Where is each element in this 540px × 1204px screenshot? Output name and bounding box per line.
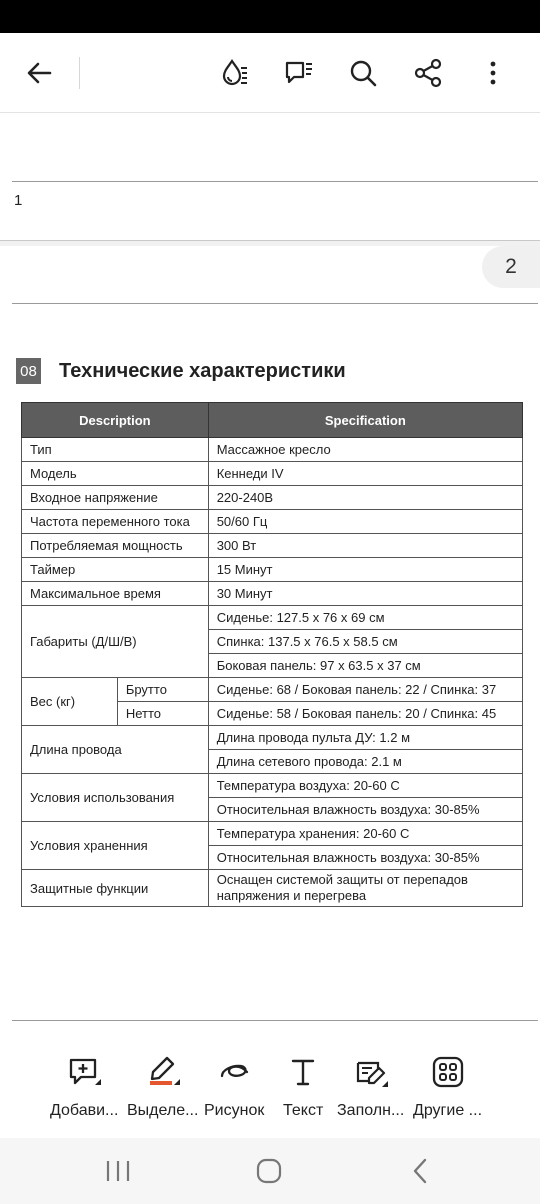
row-value: 15 Минут (208, 558, 522, 582)
text-tool[interactable] (283, 1054, 323, 1120)
table-row (22, 510, 523, 534)
reading-mode-button[interactable] (215, 53, 255, 93)
more-vertical-icon (477, 57, 509, 89)
row-label: Максимальное время (22, 582, 209, 606)
highlighter-icon (145, 1054, 181, 1090)
table-row (22, 582, 523, 606)
top-toolbar (0, 33, 540, 113)
header-specification: Specification (208, 403, 522, 438)
row-label: Тип (22, 438, 209, 462)
page-1-number: 1 (14, 192, 23, 209)
row-label: Потребляемая мощность (22, 534, 209, 558)
row-label: Защитные функции (22, 870, 209, 907)
comment-list-icon (283, 57, 315, 89)
other-tools[interactable] (413, 1054, 482, 1120)
page-separator (0, 240, 540, 246)
row-value: Массажное кресло (208, 438, 522, 462)
table-row (22, 822, 523, 846)
table-row (22, 774, 523, 798)
fill-sign-tool[interactable] (337, 1054, 404, 1120)
row-value: 220-240В (208, 486, 522, 510)
status-bar (0, 0, 540, 33)
row-value: Относительная влажность воздуха: 30-85% (208, 798, 522, 822)
draw-tool[interactable] (204, 1054, 264, 1120)
page-indicator[interactable]: 2 (482, 246, 540, 288)
text-icon (285, 1054, 321, 1090)
row-label: Модель (22, 462, 209, 486)
row-value: Спинка: 137.5 x 76.5 x 58.5 см (208, 630, 522, 654)
table-row (22, 486, 523, 510)
row-value: Сиденье: 68 / Боковая панель: 22 / Спинка: 37 (208, 678, 522, 702)
section-heading (16, 358, 346, 384)
search-button[interactable] (343, 53, 383, 93)
table-row (22, 438, 523, 462)
home-button[interactable] (254, 1156, 284, 1186)
row-label: Вес (кг) (22, 678, 118, 726)
row-value: Сиденье: 127.5 x 76 x 69 см (208, 606, 522, 630)
table-row (22, 606, 523, 630)
table-row (22, 726, 523, 750)
page-footer-rule (12, 1020, 538, 1021)
draw-loop-icon (216, 1054, 252, 1090)
row-sublabel: Нетто (117, 702, 208, 726)
row-value: Длина провода пульта ДУ: 1.2 м (208, 726, 522, 750)
row-value: Длина сетевого провода: 2.1 м (208, 750, 522, 774)
section-number-badge: 08 (16, 358, 41, 384)
back-button[interactable] (19, 53, 59, 93)
document-view[interactable] (0, 114, 540, 1034)
header-description: Description (22, 403, 209, 438)
table-row (22, 870, 523, 907)
grid-apps-icon (430, 1054, 466, 1090)
comment-add-icon (66, 1054, 102, 1090)
other-tools-label: Другие ... (413, 1102, 483, 1119)
fill-sign-label: Заполн... (337, 1102, 405, 1119)
toolbar-divider (79, 57, 80, 89)
page-footer-rule (12, 181, 538, 182)
row-value: Температура воздуха: 20-60 С (208, 774, 522, 798)
share-button[interactable] (408, 53, 448, 93)
recents-button[interactable] (103, 1156, 133, 1186)
nav-back-icon (406, 1156, 436, 1186)
more-options-button[interactable] (473, 53, 513, 93)
row-value: 300 Вт (208, 534, 522, 558)
add-comment-tool[interactable] (50, 1054, 118, 1120)
section-title: Технические характеристики (59, 359, 346, 382)
nav-back-button[interactable] (406, 1156, 436, 1186)
comments-button[interactable] (279, 53, 319, 93)
row-label: Частота переменного тока (22, 510, 209, 534)
share-icon (412, 57, 444, 89)
droplet-list-icon (219, 57, 251, 89)
fill-sign-icon (353, 1054, 389, 1090)
arrow-left-icon (23, 57, 55, 89)
row-value: 50/60 Гц (208, 510, 522, 534)
row-value: Сиденье: 58 / Боковая панель: 20 / Спинка: 45 (208, 702, 522, 726)
row-value: Оснащен системой защиты от перепадов напряжения и перегрева (208, 870, 522, 907)
page-header-rule (12, 303, 538, 304)
table-header-row (22, 403, 523, 438)
row-value: Боковая панель: 97 x 63.5 x 37 см (208, 654, 522, 678)
row-label: Входное напряжение (22, 486, 209, 510)
highlight-label: Выделе... (127, 1102, 199, 1119)
draw-label: Рисунок (204, 1102, 265, 1119)
row-value: Кеннеди IV (208, 462, 522, 486)
system-navigation-bar (0, 1138, 540, 1204)
table-row (22, 558, 523, 582)
row-label: Таймер (22, 558, 209, 582)
recents-icon (103, 1156, 133, 1186)
text-label: Текст (283, 1102, 324, 1119)
spec-table (21, 402, 523, 907)
row-sublabel: Брутто (117, 678, 208, 702)
add-comment-label: Добави... (50, 1102, 119, 1119)
row-label: Длина провода (22, 726, 209, 774)
row-value: 30 Минут (208, 582, 522, 606)
home-icon (254, 1156, 284, 1186)
row-label: Условия использования (22, 774, 209, 822)
row-value: Относительная влажность воздуха: 30-85% (208, 846, 522, 870)
table-row (22, 462, 523, 486)
highlight-tool[interactable] (127, 1054, 198, 1120)
annotation-toolbar (0, 1034, 540, 1138)
row-label: Условия храненния (22, 822, 209, 870)
search-icon (347, 57, 379, 89)
row-label: Габариты (Д/Ш/В) (22, 606, 209, 678)
table-row (22, 534, 523, 558)
row-value: Температура хранения: 20-60 С (208, 822, 522, 846)
table-row (22, 678, 523, 702)
